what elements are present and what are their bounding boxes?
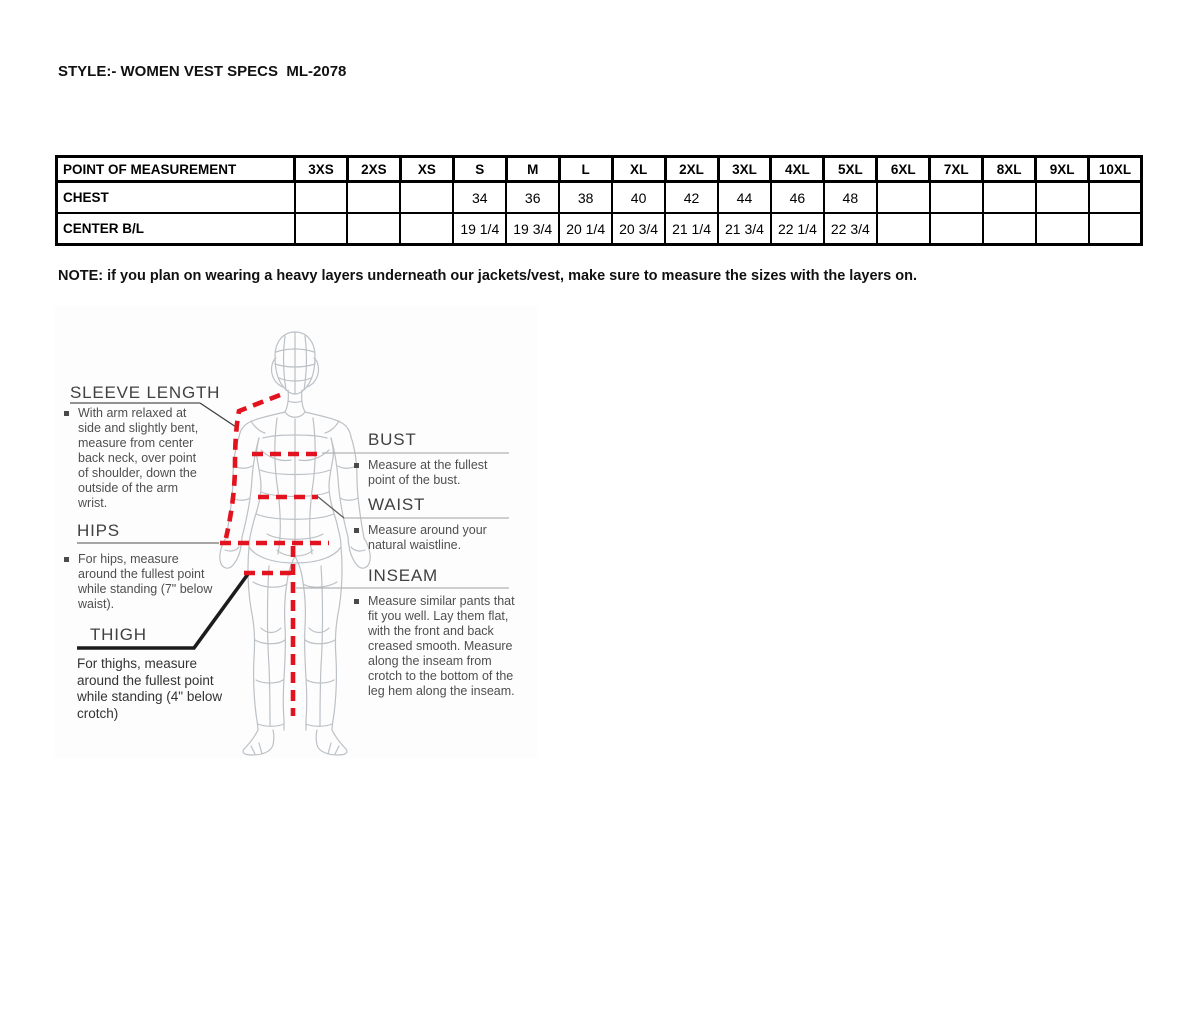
sleeve-length-heading: SLEEVE LENGTH bbox=[70, 383, 221, 402]
col-header-size-2xl: 2XL bbox=[665, 157, 718, 182]
waist-heading: WAIST bbox=[368, 495, 426, 514]
col-header-size-s: S bbox=[453, 157, 506, 182]
bullet-square bbox=[354, 599, 359, 604]
measurement-cell: 42 bbox=[665, 182, 718, 214]
col-header-size-l: L bbox=[559, 157, 612, 182]
measurement-cell bbox=[877, 213, 930, 245]
page-title: STYLE:- WOMEN VEST SPECS ML-2078 bbox=[58, 63, 347, 80]
measurement-cell: 22 1/4 bbox=[771, 213, 824, 245]
measurement-cell: 21 1/4 bbox=[665, 213, 718, 245]
col-header-size-10xl: 10XL bbox=[1089, 157, 1142, 182]
measurement-cell bbox=[295, 182, 348, 214]
col-header-size-xl: XL bbox=[612, 157, 665, 182]
inseam-description: Measure similar pants that fit you well. Lay them flat, with the front and back creased smooth. Measure along the inseam from crotch to the bottom of the leg hem along the inseam. bbox=[368, 594, 520, 699]
measurement-cell: 46 bbox=[771, 182, 824, 214]
bullet-square bbox=[64, 411, 69, 416]
col-header-size-9xl: 9XL bbox=[1036, 157, 1089, 182]
measurement-cell: 19 1/4 bbox=[453, 213, 506, 245]
measurement-cell: 34 bbox=[453, 182, 506, 214]
measurement-cell bbox=[930, 213, 983, 245]
bullet-square bbox=[64, 557, 69, 562]
measurement-cell bbox=[400, 213, 453, 245]
measurement-cell: 40 bbox=[612, 182, 665, 214]
measurement-cell: 48 bbox=[824, 182, 877, 214]
col-header-size-5xl: 5XL bbox=[824, 157, 877, 182]
measurement-cell: 38 bbox=[559, 182, 612, 214]
measurement-cell: 36 bbox=[506, 182, 559, 214]
measurement-cell bbox=[1089, 182, 1142, 214]
col-header-size-6xl: 6XL bbox=[877, 157, 930, 182]
col-header-size-7xl: 7XL bbox=[930, 157, 983, 182]
inseam-heading: INSEAM bbox=[368, 566, 438, 585]
measurement-cell bbox=[983, 182, 1036, 214]
bullet-square bbox=[354, 463, 359, 468]
measurement-cell: 20 1/4 bbox=[559, 213, 612, 245]
col-header-size-4xl: 4XL bbox=[771, 157, 824, 182]
measurement-row bbox=[57, 182, 1142, 214]
bust-heading: BUST bbox=[368, 430, 417, 449]
col-header-size-3xl: 3XL bbox=[718, 157, 771, 182]
col-header-size-m: M bbox=[506, 157, 559, 182]
note-text: NOTE: if you plan on wearing a heavy layers underneath our jackets/vest, make sure to measure the sizes with the layers on. bbox=[58, 268, 918, 284]
bullet-square bbox=[354, 528, 359, 533]
measurement-cell bbox=[347, 182, 400, 214]
measurement-cell bbox=[983, 213, 1036, 245]
measurement-cell: 20 3/4 bbox=[612, 213, 665, 245]
bust-description: Measure at the fullest point of the bust. bbox=[368, 458, 508, 488]
measurement-cell bbox=[877, 182, 930, 214]
size-table-wrap bbox=[55, 155, 1143, 246]
hips-description: For hips, measure around the fullest point while standing (7" below waist). bbox=[78, 552, 218, 612]
thigh-description: For thighs, measure around the fullest point while standing (4" below crotch) bbox=[77, 656, 223, 721]
measurement-cell bbox=[930, 182, 983, 214]
measurement-cell bbox=[1036, 182, 1089, 214]
measurement-cell bbox=[347, 213, 400, 245]
sleeve-length-description: With arm relaxed at side and slightly bent, measure from center back neck, over point of shoulder, down the outside of the arm wrist. bbox=[78, 406, 208, 511]
measurement-cell bbox=[1089, 213, 1142, 245]
measurement-cell bbox=[400, 182, 453, 214]
col-header-size-2xs: 2XS bbox=[347, 157, 400, 182]
col-header-size-3xs: 3XS bbox=[295, 157, 348, 182]
thigh-heading: THIGH bbox=[90, 625, 147, 644]
waist-description: Measure around your natural waistline. bbox=[368, 523, 508, 553]
col-header-size-8xl: 8XL bbox=[983, 157, 1036, 182]
row-label: CENTER B/L bbox=[57, 213, 295, 245]
measurement-cell: 21 3/4 bbox=[718, 213, 771, 245]
measurement-cell bbox=[295, 213, 348, 245]
size-table bbox=[55, 155, 1143, 246]
col-header-point-of-measurement: POINT OF MEASUREMENT bbox=[57, 157, 295, 182]
measurement-row bbox=[57, 213, 1142, 245]
row-label: CHEST bbox=[57, 182, 295, 214]
measurement-cell: 22 3/4 bbox=[824, 213, 877, 245]
measurement-cell: 19 3/4 bbox=[506, 213, 559, 245]
measurement-cell: 44 bbox=[718, 182, 771, 214]
measurement-diagram bbox=[55, 306, 537, 758]
col-header-size-xs: XS bbox=[400, 157, 453, 182]
measurement-cell bbox=[1036, 213, 1089, 245]
hips-heading: HIPS bbox=[77, 521, 120, 540]
size-table-header-row bbox=[57, 157, 1142, 182]
